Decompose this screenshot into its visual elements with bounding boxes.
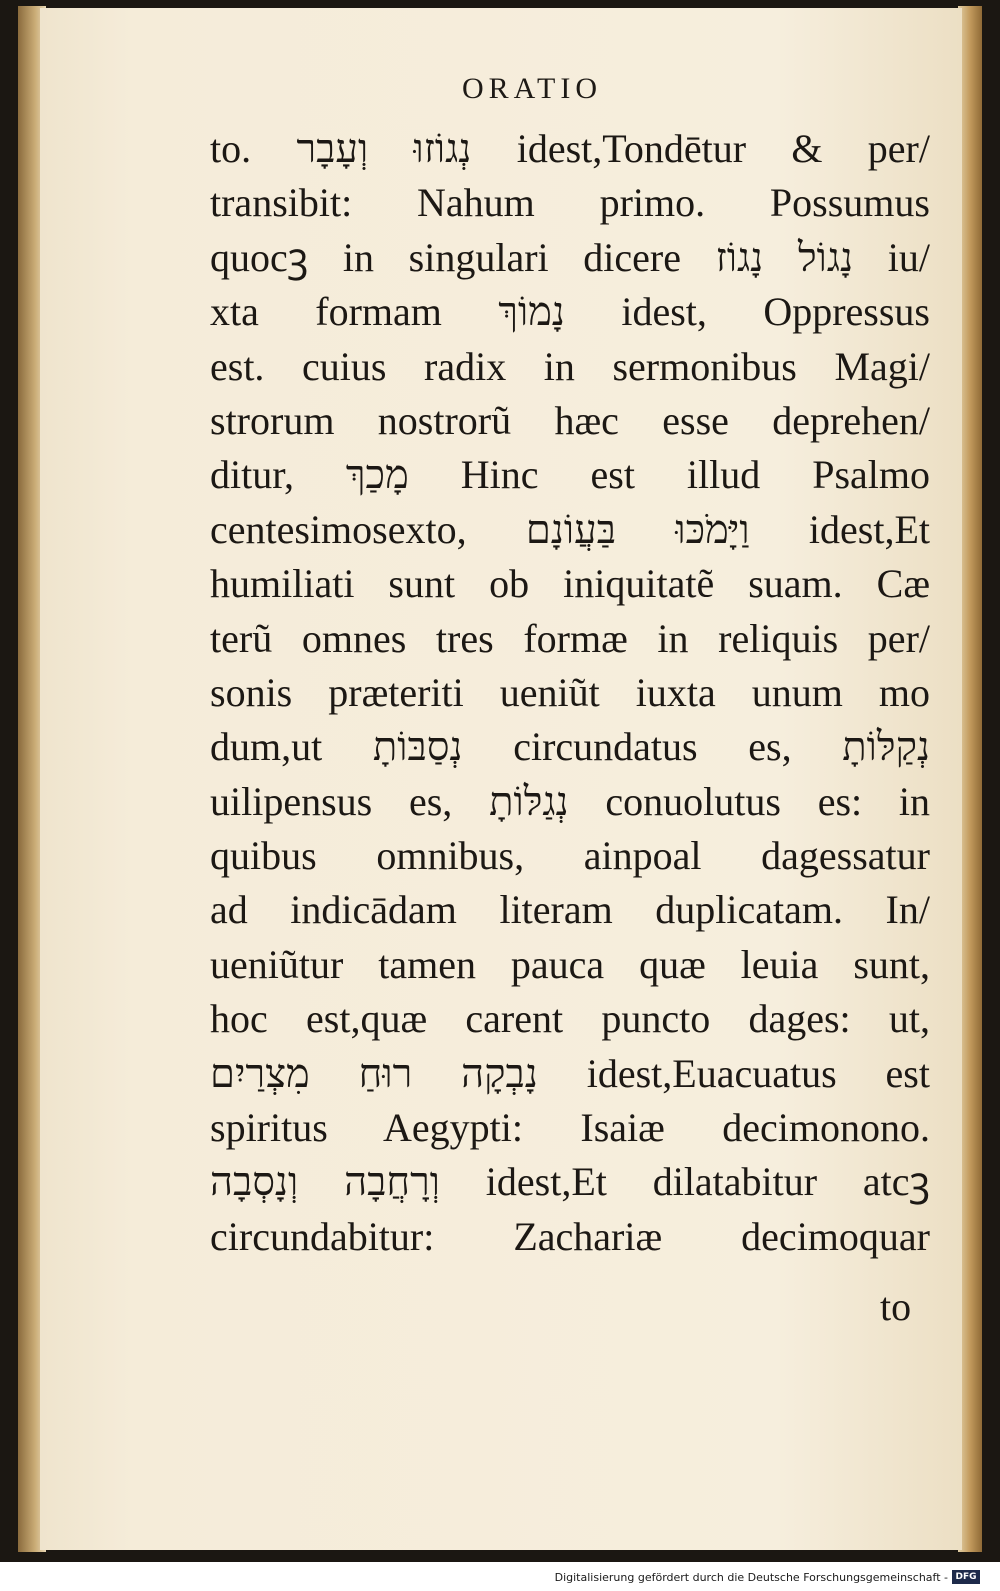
text-line: spiritus Aegypti: Isaiæ decimonono.	[210, 1105, 930, 1151]
dfg-logo: DFG	[952, 1570, 980, 1584]
catchword: to	[880, 1284, 912, 1329]
text-line: centesimosexto, וַיָּמֹכּוּ בַּעֲוֹנָם idest,Et	[210, 506, 930, 552]
running-head: ORATIO	[462, 72, 602, 105]
text-line: uilipensus es, נְגַלּוֹתָ conuolutus es: in	[210, 778, 931, 824]
footer-credit: Digitalisierung gefördert durch die Deutsche Forschungsgemeinschaft -	[554, 1571, 948, 1584]
text-line: hoc est,quæ carent puncto dages: ut,	[210, 996, 930, 1042]
text-line: וְרָחֲבָה וְנָסְבָה idest,Et dilatabitur atcꝫ	[210, 1159, 930, 1205]
text-line: strorum nostrorũ hæc esse deprehen/	[210, 397, 930, 443]
text-line: sonis præteriti ueniũt iuxta unum mo	[210, 669, 930, 715]
text-line: humiliati sunt ob iniquitatẽ suam. Cæ	[210, 561, 930, 607]
text-line: transibit: Nahum primo. Possumus	[210, 180, 930, 226]
text-line: circundabitur: Zachariæ decimoquar	[210, 1213, 930, 1259]
text-line: quocꝫ in singulari dicere נָגוֹל נָגוֹז iu/	[210, 234, 931, 280]
text-line: est. cuius radix in sermonibus Magi/	[210, 343, 930, 389]
text-line: נָבְקָה רוּחַ מִצְרַיִם idest,Euacuatus est	[210, 1050, 930, 1096]
text-line: quibus omnibus, ainpoal dagessatur	[210, 833, 930, 879]
text-line: ueniũtur tamen pauca quæ leuia sunt,	[210, 941, 930, 987]
text-line: ditur, מָכַךְ Hinc est illud Psalmo	[210, 452, 930, 498]
text-line: dum,ut נְסַבּוֹתָ circundatus es, נְקַלּוֹתָ	[210, 724, 930, 770]
text-block	[210, 122, 930, 1264]
text-line: to. נְגוֹזוּ וְעָבָר idest,Tondētur & per/	[210, 126, 930, 171]
text-line: xta formam נָמוֹךְ idest, Oppressus	[210, 289, 930, 335]
text-line: terũ omnes tres formæ in reliquis per/	[210, 615, 930, 661]
text-line: ad indicādam literam duplicatam. In/	[210, 887, 930, 933]
